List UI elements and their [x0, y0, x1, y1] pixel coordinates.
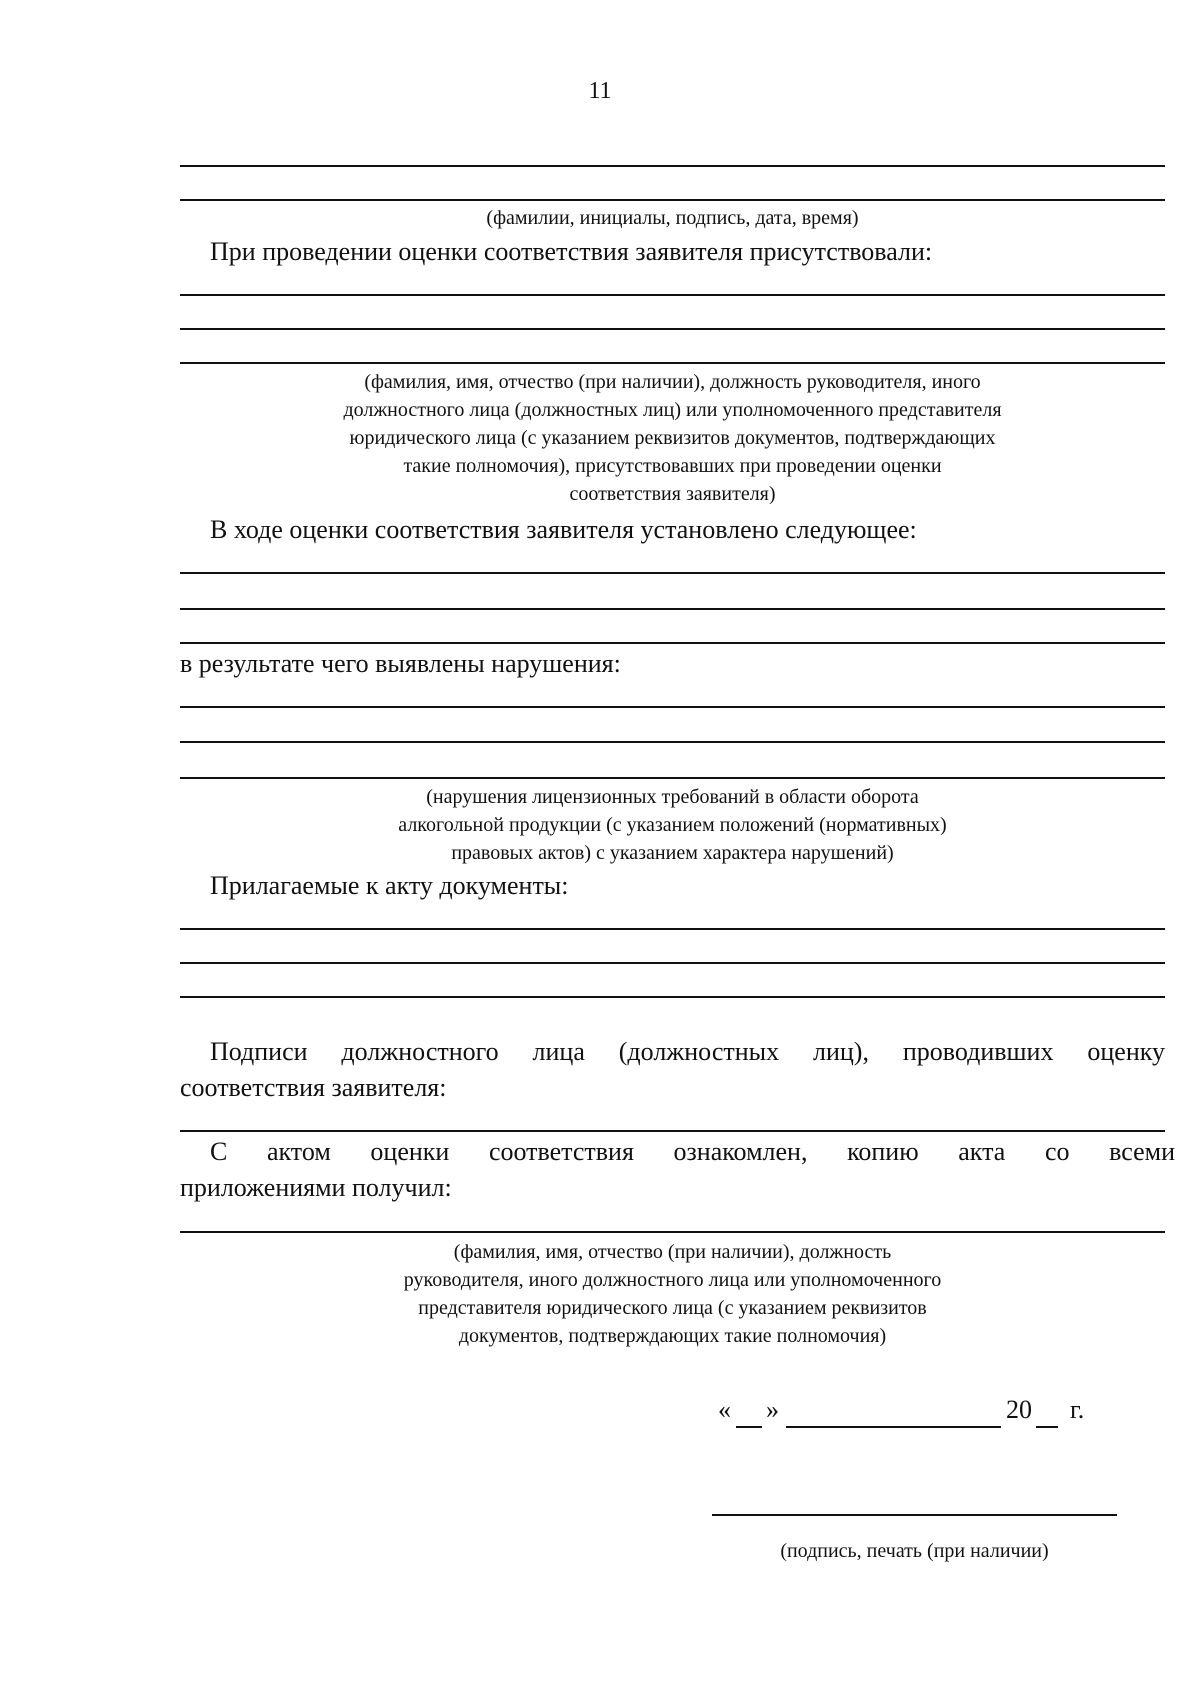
- date-open-quote: «: [718, 1395, 731, 1424]
- blank-line: [180, 777, 1165, 779]
- caption-recipient: [180, 1238, 1165, 1350]
- blank-line: [180, 962, 1165, 964]
- caption-line: такие полномочия), присутствовавших при проведении оценки: [403, 455, 942, 477]
- caption-line: (нарушения лицензионных требований в области оборота: [426, 786, 919, 808]
- blank-line: [180, 294, 1165, 296]
- blank-line: [180, 165, 1165, 167]
- caption-line: должностного лица (должностных лиц) или уполномоченного представителя: [343, 399, 1002, 421]
- date-year-blank: [1036, 1426, 1058, 1428]
- findings-heading: В ходе оценки соответствия заявителя установлено следующее:: [210, 515, 917, 544]
- violations-heading: в результате чего выявлены нарушения:: [180, 649, 621, 678]
- caption-line: юридического лица (с указанием реквизитов документов, подтверждающих: [349, 427, 996, 449]
- present-heading: При проведении оценки соответствия заявителя присутствовали:: [210, 237, 933, 266]
- caption-line: соответствия заявителя): [569, 483, 776, 505]
- blank-line: [180, 572, 1165, 574]
- blank-line: [180, 362, 1165, 364]
- caption-line: алкогольной продукции (с указанием положений (нормативных): [398, 814, 947, 836]
- signatures-heading-line2: соответствия заявителя:: [180, 1073, 447, 1102]
- signature-line: [180, 1130, 1165, 1132]
- signatures-heading-line1: Подписи должностного лица (должностных лиц), проводивших оценку: [210, 1037, 1165, 1066]
- acknowledged-line2: приложениями получил:: [180, 1173, 452, 1202]
- blank-line: [180, 928, 1165, 930]
- signature-seal-line: [712, 1514, 1117, 1516]
- blank-line: [180, 199, 1165, 201]
- blank-line: [180, 642, 1165, 644]
- date-year-prefix: 20: [1006, 1395, 1032, 1424]
- caption-line: руководителя, иного должностного лица или уполномоченного: [403, 1269, 942, 1291]
- caption-line: представителя юридического лица (с указанием реквизитов: [418, 1297, 927, 1319]
- caption-signature-seal: (подпись, печать (при наличии): [780, 1540, 1049, 1562]
- date-day-blank: [736, 1426, 762, 1428]
- signature-line: [180, 1231, 1165, 1233]
- blank-line: [180, 741, 1165, 743]
- date-year-suffix: г.: [1070, 1395, 1085, 1424]
- caption-line: правовых актов) с указанием характера нарушений): [451, 842, 894, 864]
- attachments-heading: Прилагаемые к акту документы:: [210, 871, 569, 900]
- blank-line: [180, 608, 1165, 610]
- date-close-quote: »: [766, 1395, 779, 1424]
- blank-line: [180, 996, 1165, 998]
- caption-line: (фамилия, имя, отчество (при наличии), должность руководителя, иного: [364, 371, 981, 393]
- blank-line: [180, 328, 1165, 330]
- caption-violations: [180, 783, 1165, 867]
- caption-line: документов, подтверждающих такие полномочия): [458, 1325, 887, 1347]
- caption-line: (фамилия, имя, отчество (при наличии), должность: [453, 1241, 892, 1263]
- caption-present-persons: [180, 368, 1165, 508]
- date-month-blank: [786, 1426, 1001, 1428]
- caption-inspectors: (фамилии, инициалы, подпись, дата, время): [486, 207, 859, 229]
- blank-line: [180, 706, 1165, 708]
- acknowledged-line1: С актом оценки соответствия ознакомлен, копию акта со всеми: [210, 1137, 1175, 1166]
- page-number: 11: [588, 78, 612, 104]
